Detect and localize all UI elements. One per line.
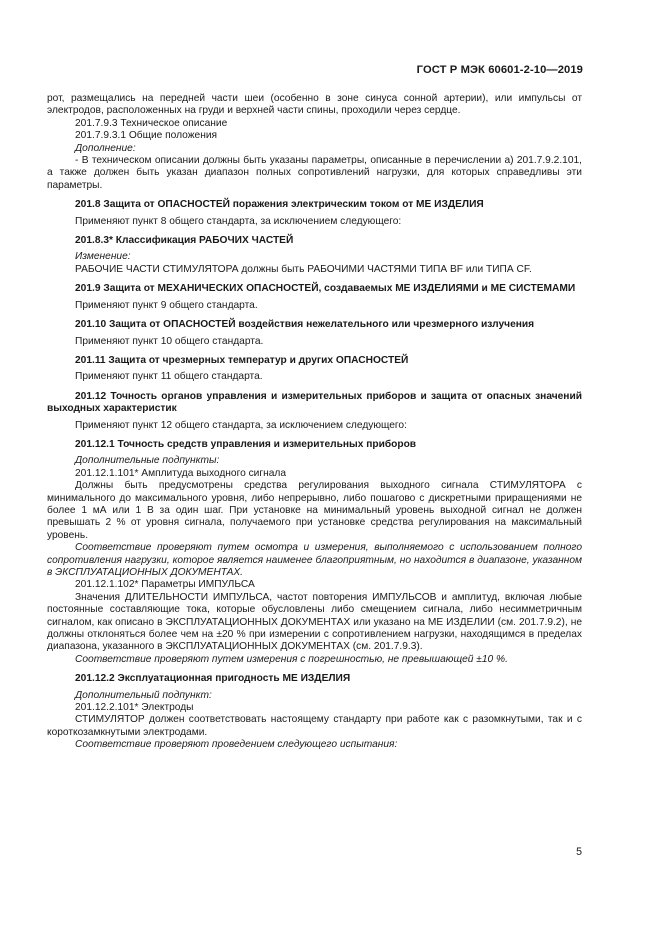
body-paragraph: 201.12.1.102* Параметры ИМПУЛЬСА — [75, 579, 255, 591]
italic-note: Дополнительный подпункт: — [75, 689, 212, 701]
italic-note: Изменение: — [75, 251, 131, 263]
italic-note: Соответствие проверяют путем осмотра и измерения, выполняемого с использованием полного сопротивления нагрузки, которое является наименее благоприятным, но находится в диапазоне, указанном в ЭКСПЛУАТАЦИОННЫХ ДОКУМЕНТАХ. — [47, 542, 582, 578]
page-number: 5 — [576, 846, 582, 858]
italic-note: Дополнение: — [75, 142, 136, 154]
section-heading: 201.8 Защита от ОПАСНОСТЕЙ поражения электрическим током от МЕ ИЗДЕЛИЯ — [75, 199, 484, 211]
body-paragraph: Применяют пункт 10 общего стандарта. — [75, 335, 264, 347]
section-heading: 201.12.2 Эксплуатационная пригодность МЕ ИЗДЕЛИЯ — [75, 673, 351, 685]
body-paragraph: рот, размещались на передней части шеи (особенно в зоне синуса сонной артерии), или импульсы от электродов, расположенных на груди и верхней части спины, проходили через сердце. — [47, 93, 582, 117]
italic-note: Соответствие проверяют путем измерения с погрешностью, не превышающей ±10 %. — [75, 653, 508, 665]
body-paragraph: - В техническом описании должны быть указаны параметры, описанные в перечислении а) 201.7.9.2.101, а также должен быть указан диапазон полных сопротивлений нагрузки, для которых справедливы эти параметры. — [47, 155, 582, 191]
body-paragraph: РАБОЧИЕ ЧАСТИ СТИМУЛЯТОРА должны быть РАБОЧИМИ ЧАСТЯМИ ТИПА BF или ТИПА CF. — [75, 263, 532, 275]
section-heading: 201.9 Защита от МЕХАНИЧЕСКИХ ОПАСНОСТЕЙ, создаваемых МЕ ИЗДЕЛИЯМИ и МЕ СИСТЕМАМИ — [75, 283, 576, 295]
section-heading: 201.12.1 Точность средств управления и измерительных приборов — [75, 438, 417, 450]
body-paragraph: Должны быть предусмотрены средства регулирования выходного сигнала СТИМУЛЯТОРА с минимального до максимального уровня, либо непрерывно, либо пошагово с дискретными приращениями не более 1 мА или 1 В за один шаг. При установке на минимальный уровень выходной сигнал не должен превышать 2 % от уровня сигнала, получаемого при установке средства регулирования на максимальный уровень. — [47, 480, 582, 541]
body-paragraph: Применяют пункт 8 общего стандарта, за исключением следующего: — [75, 215, 402, 227]
body-paragraph: Применяют пункт 9 общего стандарта. — [75, 299, 258, 311]
section-heading: 201.8.3* Классификация РАБОЧИХ ЧАСТЕЙ — [75, 235, 294, 247]
standard-code-header: ГОСТ Р МЭК 60601-2-10—2019 — [416, 64, 583, 76]
section-heading: 201.11 Защита от чрезмерных температур и других ОПАСНОСТЕЙ — [75, 354, 409, 366]
body-paragraph: Значения ДЛИТЕЛЬНОСТИ ИМПУЛЬСА, частот повторения ИМПУЛЬСОВ и амплитуд, включая любые постоянные составляющие тока, которые обусловлены либо смещением сигнала, либо несимметричным сигналом, как описано в ЭКСПЛУАТАЦИОННЫХ ДОКУМЕНТАХ или указано на МЕ ИЗДЕЛИИ (см. 201.7.9.2), не должны отклоняться более чем на ±20 % при измерении с сопротивлением нагрузки, находящимся в пределах диапазона, указанного в ЭКСПЛУАТАЦИОННЫХ ДОКУМЕНТАХ (см. 201.7.9.3). — [47, 591, 582, 653]
section-heading: 201.12 Точность органов управления и измерительных приборов и защита от опасных значений выходных характеристик — [47, 390, 582, 415]
body-paragraph: 201.12.2.101* Электроды — [75, 702, 194, 714]
body-paragraph: Применяют пункт 11 общего стандарта. — [75, 371, 263, 383]
body-paragraph: 201.7.9.3.1 Общие положения — [75, 130, 218, 142]
page-body — [47, 93, 582, 752]
italic-note: Соответствие проверяют проведением следующего испытания: — [75, 739, 398, 751]
body-paragraph: 201.7.9.3 Техническое описание — [75, 117, 228, 129]
section-heading: 201.10 Защита от ОПАСНОСТЕЙ воздействия нежелательного или чрезмерного излучения — [75, 319, 535, 331]
italic-note: Дополнительные подпункты: — [75, 455, 220, 467]
body-paragraph: СТИМУЛЯТОР должен соответствовать настоящему стандарту при работе как с разомкнутыми, так и с короткозамкнутыми электродами. — [47, 714, 582, 738]
body-paragraph: 201.12.1.101* Амплитуда выходного сигнала — [75, 467, 286, 479]
body-paragraph: Применяют пункт 12 общего стандарта, за исключением следующего: — [75, 419, 407, 431]
